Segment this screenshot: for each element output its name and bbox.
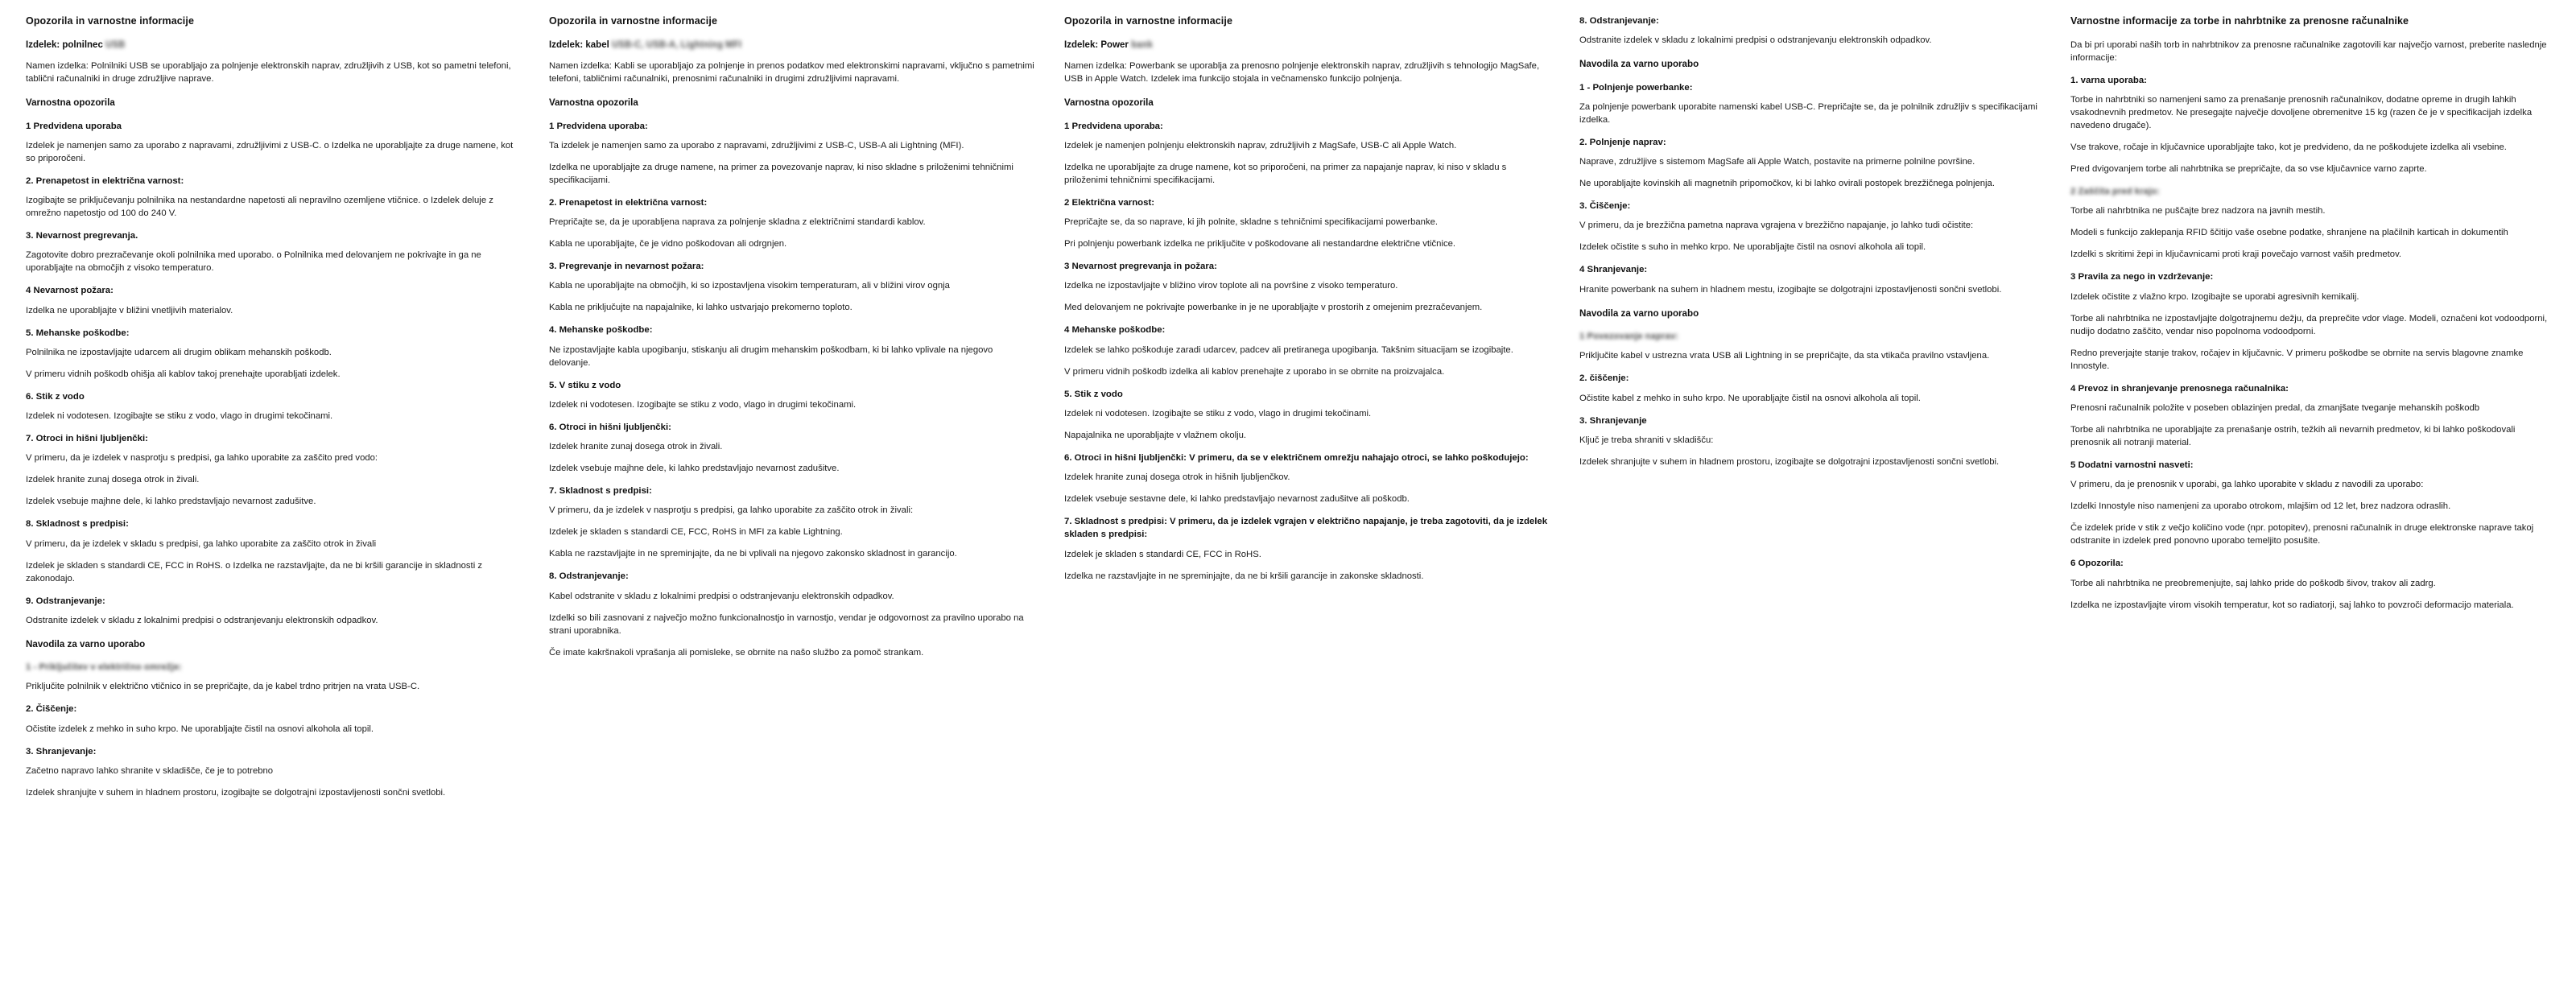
section-paragraph: Izdelka ne uporabljajte za druge namene, kot so priporočeni, na primer za napajanje naprav, ki niso v skladu s priloženimi tehničnimi specifikacijami. <box>1064 162 1507 185</box>
section-paragraph: Očistite izdelek z mehko in suho krpo. Ne uporabljajte čistil na osnovi alkohola ali topil. <box>26 724 374 734</box>
product-lead <box>549 39 1035 52</box>
section-heading: 6. Otroci in hišni ljubljenčki: V primeru, da se v električnem omrežju nahajajo otroci, se lahko poškodujejo: <box>1064 452 1529 463</box>
section-heading: 9. Odstranjevanje: <box>26 596 105 606</box>
column-lightning-cable <box>535 14 1050 1006</box>
section-paragraph: V primeru, da je prenosnik v uporabi, ga lahko uporabite v skladu z navodili za uporabo: <box>2070 480 2424 490</box>
section-heading: 6 Opozorila: <box>2070 559 2124 569</box>
section-paragraph: Ključ je treba shraniti v skladišču: <box>1579 435 1714 445</box>
section-heading: 4. Mehanske poškodbe: <box>549 325 653 336</box>
section-paragraph: V primeru, da je izdelek v skladu s predpisi, ga lahko uporabite za zaščito otrok in živali <box>26 538 377 549</box>
section-paragraph: Pri polnjenju powerbank izdelka ne priključite v poškodovane ali nestandardne električne vtičnice. <box>1064 239 1456 249</box>
section-paragraph: Odstranite izdelek v skladu z lokalnimi predpisi o odstranjevanju elektronskih odpadkov. <box>1579 35 1932 46</box>
section-heading: 6. Otroci in hišni ljubljenčki: <box>549 422 671 432</box>
product-lead <box>1064 39 1550 52</box>
section-heading: 3 Nevarnost pregrevanja in požara: <box>1064 262 1217 272</box>
section-heading: 3 Pravila za nego in vzdrževanje: <box>2070 272 2214 282</box>
section-heading-redacted <box>26 661 520 674</box>
product-purpose: Namen izdelka: Powerbank se uporablja za prenosno polnjenje elektronskih naprav, združljivih s tehnologijo MagSafe, USB in Apple Watch. Izdelek ima funkcijo stojala in večnamensko funkcijo polnjenja. <box>1064 61 1540 85</box>
section-heading: Navodila za varno uporabo <box>1579 59 1699 70</box>
section-paragraph: Izdelki Innostyle niso namenjeni za uporabo otrokom, mlajšim od 12 let, brez nadzora odraslih. <box>2070 501 2451 512</box>
section-paragraph: Izdelek ni vodotesen. Izogibajte se stiku z vodo, vlago in drugimi tekočinami. <box>1064 408 1372 418</box>
section-heading: Varnostna opozorila <box>549 97 638 109</box>
column-laptop-bags <box>2056 14 2563 1006</box>
section-heading: 3. Pregrevanje in nevarnost požara: <box>549 262 704 272</box>
product-lead-prefix: Izdelek: polnilnec <box>26 39 103 50</box>
section-paragraph: Prepričajte se, da je uporabljena naprava za polnjenje skladna z električnimi standardi kablov. <box>549 217 926 228</box>
section-paragraph: Izdelek hranite zunaj dosega otrok in živali. <box>26 475 200 485</box>
section-paragraph: Ne izpostavljajte kabla upogibanju, stiskanju ali drugim mehanskim poškodbam, ki bi lahko vplivale na njegovo delovanje. <box>549 344 993 368</box>
section-heading-text: 2 Zaščita pred krajo: <box>2070 187 2160 197</box>
section-heading: 6. Stik z vodo <box>26 391 85 402</box>
section-heading: 7. Skladnost s predpisi: <box>549 486 652 497</box>
section-heading: 1 Predvidena uporaba: <box>1064 121 1163 131</box>
section-heading: 5. Stik z vodo <box>1064 389 1123 399</box>
section-heading: 5. Mehanske poškodbe: <box>26 328 130 338</box>
section-paragraph: Če izdelek pride v stik z večjo količino vode (npr. potopitev), prenosni računalnik in druge elektronske naprave takoj odstranite in izdelek pred ponovno uporabo temeljito posušite. <box>2070 523 2534 546</box>
section-paragraph: Očistite kabel z mehko in suho krpo. Ne uporabljajte čistil na osnovi alkohola ali topil. <box>1579 393 1921 403</box>
product-lead-redacted: USB-C, USB-A, Lightning MFI <box>612 39 741 50</box>
section-paragraph: Izdelek se lahko poškoduje zaradi udarcev, padcev ali pretiranega upogibanja. Takšnim situacijam se izogibajte. <box>1064 344 1513 355</box>
section-paragraph: Izdelek vsebuje majhne dele, ki lahko predstavljajo nevarnost zadušitve. <box>549 464 840 474</box>
section-heading: 3. Čiščenje: <box>1579 201 1631 212</box>
product-purpose: Namen izdelka: Polnilniki USB se uporabljajo za polnjenje elektronskih naprav, združljivih z USB, kot so pametni telefoni, tablični računalniki in druge združljive naprave. <box>26 61 511 85</box>
section-paragraph: Napajalnika ne uporabljajte v vlažnem okolju. <box>1064 430 1247 440</box>
section-paragraph: Vse trakove, ročaje in ključavnice uporabljajte tako, kot je predvideno, da ne poškodujete izdelka ali vsebine. <box>2070 142 2507 153</box>
column-powerbank-care <box>1565 14 2056 1006</box>
section-heading: 3. Shranjevanje <box>1579 415 1647 426</box>
section-heading: 2 Električna varnost: <box>1064 197 1155 208</box>
section-paragraph: Kabla ne uporabljajte na območjih, ki so izpostavljena visokim temperaturam, ali v bližini virov ognja <box>549 281 950 291</box>
section-paragraph: Izdelek je skladen s standardi CE, FCC, RoHS in MFI za kable Lightning. <box>549 527 843 538</box>
section-heading: 7. Skladnost s predpisi: V primeru, da je izdelek vgrajen v električno napajanje, je treba zagotoviti, da je izdelek skladen s predpisi: <box>1064 517 1548 540</box>
section-paragraph: Izdelka ne uporabljajte v bližini vnetljivih materialov. <box>26 305 233 315</box>
section-paragraph: Izdelek vsebuje sestavne dele, ki lahko predstavljajo nevarnost zadušitve ali poškodb. <box>1064 494 1410 505</box>
section-paragraph: Ne uporabljajte kovinskih ali magnetnih pripomočkov, ki bi lahko ovirali postopek brezžičnega polnjenja. <box>1579 179 1995 189</box>
section-paragraph: Izdelki s skritimi žepi in ključavnicami proti kraji povečajo varnost vaših predmetov. <box>2070 249 2402 260</box>
section-heading: 1. varna uporaba: <box>2070 75 2147 85</box>
section-paragraph: Torbe ali nahrbtnika ne puščajte brez nadzora na javnih mestih. <box>2070 206 2326 216</box>
section-heading: Navodila za varno uporabo <box>26 638 146 649</box>
product-lead-redacted: USB <box>105 39 126 50</box>
section-paragraph: Izdelek očistite z vlažno krpo. Izogibajte se uporabi agresivnih kemikalij. <box>2070 291 2359 302</box>
section-paragraph: V primeru, da je brezžična pametna naprava vgrajena v brezžično napajanje, jo lahko tudi očistite: <box>1579 221 1974 231</box>
section-paragraph: Polnilnika ne izpostavljajte udarcem ali drugim oblikam mehanskih poškodb. <box>26 347 332 357</box>
product-purpose: Da bi pri uporabi naših torb in nahrbtnikov za prenosne računalnike zagotovili kar največjo varnost, preberite naslednje informacije: <box>2070 39 2547 63</box>
support-note: Če imate kakršnakoli vprašanja ali pomisleke, se obrnite na našo službo za pomoč strankam. <box>549 647 924 658</box>
section-paragraph: Kabla ne priključujte na napajalnike, ki lahko ustvarjajo prekomerno toploto. <box>549 303 852 313</box>
section-paragraph: V primeru, da je izdelek v nasprotju s predpisi, ga lahko uporabite za zaščito otrok in živali: <box>549 505 914 516</box>
section-paragraph: Izogibajte se priključevanju polnilnika na nestandardne napetosti ali nepravilno ozemljene vtičnice. o Izdelek deluje z omrežno napetostjo od 100 do 240 V. <box>26 196 493 219</box>
section-heading: 1 - Polnjenje powerbanke: <box>1579 82 1693 93</box>
page-title: Varnostne informacije za torbe in nahrbtnike za prenosne računalnike <box>2070 15 2409 27</box>
section-paragraph: Izdelek očistite s suho in mehko krpo. Ne uporabljajte čistil na osnovi alkohola ali topil. <box>1579 242 1926 253</box>
section-paragraph: Izdelek je namenjen polnjenju elektronskih naprav, združljivih z MagSafe, USB-C ali Apple Watch. <box>1064 140 1457 150</box>
section-heading: 2. Prenapetost in električna varnost: <box>26 175 184 186</box>
section-heading-redacted <box>1579 330 2041 343</box>
section-paragraph: Med delovanjem ne pokrivajte powerbanke in je ne uporabljajte v prostorih z omejenim prezračevanjem. <box>1064 303 1483 313</box>
section-paragraph: Torbe ali nahrbtnika ne preobremenjujte, saj lahko pride do poškodb šivov, trakov ali zadrg. <box>2070 578 2436 588</box>
section-heading: 2. čiščenje: <box>1579 373 1629 384</box>
section-paragraph: Naprave, združljive s sistemom MagSafe ali Apple Watch, postavite na primerne polnilne površine. <box>1579 157 1975 167</box>
section-paragraph: V primeru vidnih poškodb ohišja ali kablov takoj prenehajte uporabljati izdelek. <box>26 369 341 379</box>
section-heading: 2. Čiščenje: <box>26 704 77 715</box>
section-heading: 4 Prevoz in shranjevanje prenosnega računalnika: <box>2070 383 2289 394</box>
section-paragraph: Izdelka ne izpostavljajte virom visokih temperatur, kot so radiatorji, saj lahko to povzroči deformacijo materiala. <box>2070 600 2514 610</box>
section-paragraph: Pred dvigovanjem torbe ali nahrbtnika se prepričajte, da so vse ključavnice varno zaprte. <box>2070 164 2427 175</box>
product-lead-redacted: bank <box>1131 39 1153 50</box>
section-paragraph: Kabla ne razstavljajte in ne spreminjajte, da ne bi vplivali na njegovo zakonsko skladnost in garancijo. <box>549 549 957 559</box>
section-paragraph: Torbe in nahrbtniki so namenjeni samo za prenašanje prenosnih računalnikov, dodatne opreme in drugih lahkih vsakodnevnih predmetov. Ne presegajte največje dovoljene obremenitve 15 kg (razen če je v specifikacijah izdelka navedeno drugače). <box>2070 95 2533 131</box>
section-paragraph: Izdelka ne uporabljajte za druge namene, na primer za povezovanje naprav, ki niso skladne s priloženimi tehničnimi specifikacijami. <box>549 162 1013 185</box>
section-paragraph: Odstranite izdelek v skladu z lokalnimi predpisi o odstranjevanju elektronskih odpadkov. <box>26 615 378 625</box>
section-paragraph: Začetno napravo lahko shranite v skladišče, če je to potrebno <box>26 765 274 776</box>
section-paragraph: Izdelek vsebuje majhne dele, ki lahko predstavljajo nevarnost zadušitve. <box>26 497 316 507</box>
product-purpose: Namen izdelka: Kabli se uporabljajo za polnjenje in prenos podatkov med elektronskimi napravami, vključno s pametnimi telefoni, tabličnimi računalniki, prenosnimi računalniki in drugimi združljivimi napravami. <box>549 61 1034 85</box>
section-paragraph: V primeru, da je izdelek v nasprotju s predpisi, ga lahko uporabite za zaščito pred vodo: <box>26 453 378 464</box>
section-paragraph: Izdelka ne razstavljajte in ne spreminjajte, da ne bi kršili garancije in zakonske skladnosti. <box>1064 571 1424 581</box>
section-heading: 5. V stiku z vodo <box>549 380 621 390</box>
section-paragraph: Izdelek ni vodotesen. Izogibajte se stiku z vodo, vlago in drugimi tekočinami. <box>26 411 333 421</box>
product-lead-prefix: Izdelek: Power <box>1064 39 1129 50</box>
section-heading: 2. Polnjenje naprav: <box>1579 137 1666 147</box>
section-paragraph: Kabla ne uporabljajte, če je vidno poškodovan ali odrgnjen. <box>549 239 787 249</box>
section-paragraph: Torbe ali nahrbtnika ne uporabljajte za prenašanje ostrih, težkih ali nevarnih predmetov, ki bi lahko poškodovali prenosnik ali notranji material. <box>2070 425 2516 448</box>
section-heading-text: 1 Povezovanje naprav: <box>1579 332 1678 342</box>
section-paragraph: Za polnjenje powerbank uporabite namenski kabel USB-C. Prepričajte se, da je polnilnik združljiv s specifikacijami izdelka. <box>1579 101 2037 125</box>
section-paragraph: Izdelek hranite zunaj dosega otrok in hišnih ljubljenčkov. <box>1064 472 1290 483</box>
section-paragraph: Modeli s funkcijo zaklepanja RFID ščitijo vaše osebne podatke, shranjene na plačilnih karticah in dokumentih <box>2070 228 2508 238</box>
section-heading: 1 Predvidena uporaba <box>26 121 122 131</box>
product-lead-prefix: Izdelek: kabel <box>549 39 609 50</box>
page-title: Opozorila in varnostne informacije <box>26 15 194 27</box>
section-heading: 1 Predvidena uporaba: <box>549 121 648 131</box>
section-heading-redacted <box>2070 185 2549 198</box>
section-paragraph: Priključite polnilnik v električno vtičnico in se prepričajte, da je kabel trdno pritrjen na vrata USB-C. <box>26 682 420 692</box>
section-heading: 2. Prenapetost in električna varnost: <box>549 197 708 208</box>
section-paragraph: Izdelek shranjujte v suhem in hladnem prostoru, izogibajte se dolgotrajni izpostavljenosti sončni svetlobi. <box>26 787 446 798</box>
section-heading: 4 Shranjevanje: <box>1579 265 1648 275</box>
section-paragraph: Prenosni računalnik položite v poseben oblazinjen predal, da zmanjšate tveganje mehanskih poškodb <box>2070 402 2480 413</box>
section-heading: 5 Dodatni varnostni nasveti: <box>2070 460 2194 471</box>
section-heading: 7. Otroci in hišni ljubljenčki: <box>26 434 148 444</box>
section-heading: Varnostna opozorila <box>1064 97 1154 109</box>
section-paragraph: Izdelka ne izpostavljajte v bližino virov toplote ali na površine z visoko temperaturo. <box>1064 281 1398 291</box>
section-paragraph: Izdelek ni vodotesen. Izogibajte se stiku z vodo, vlago in drugimi tekočinami. <box>549 399 857 410</box>
section-heading: 3. Shranjevanje: <box>26 746 97 757</box>
section-paragraph: Kabel odstranite v skladu z lokalnimi predpisi o odstranjevanju elektronskih odpadkov. <box>549 591 894 601</box>
section-heading: 4 Mehanske poškodbe: <box>1064 325 1166 336</box>
page-title: Opozorila in varnostne informacije <box>1064 15 1232 27</box>
section-paragraph: Redno preverjajte stanje trakov, ročajev in ključavnic. V primeru poškodbe se obrnite na servis blagovne znamke Innostyle. <box>2070 348 2524 371</box>
column-powerbank <box>1050 14 1565 1006</box>
section-paragraph: Izdelek je namenjen samo za uporabo z napravami, združljivimi z USB-C. o Izdelka ne uporabljajte za druge namene, kot so priporočeni. <box>26 140 514 163</box>
section-heading: 8. Odstranjevanje: <box>549 571 629 582</box>
section-heading: 8. Skladnost s predpisi: <box>26 519 129 530</box>
section-paragraph: Torbe ali nahrbtnika ne izpostavljajte dolgotrajnemu dežju, da preprečite vdor vlage. Modeli, označeni kot vodoodporni, nudijo dodatno zaščito, vendar niso popolnoma vodoodporni. <box>2070 313 2548 336</box>
section-heading: 4 Nevarnost požara: <box>26 286 114 296</box>
section-paragraph: Priključite kabel v ustrezna vrata USB ali Lightning in se prepričajte, da sta vtikača pravilno vstavljena. <box>1579 351 1990 361</box>
section-paragraph: Prepričajte se, da so naprave, ki jih polnite, skladne s tehničnimi specifikacijami powerbanke. <box>1064 217 1439 228</box>
section-paragraph: V primeru vidnih poškodb izdelka ali kablov prenehajte z uporabo in se obrnite na proizvajalca. <box>1064 366 1445 377</box>
column-usb-cable <box>11 14 535 1006</box>
section-heading: Varnostna opozorila <box>26 97 115 109</box>
section-paragraph: Ta izdelek je namenjen samo za uporabo z napravami, združljivimi z USB-C, USB-A ali Lightning (MFI). <box>549 140 964 150</box>
section-heading: 8. Odstranjevanje: <box>1579 16 1659 26</box>
section-heading: 3. Nevarnost pregrevanja. <box>26 231 138 241</box>
section-paragraph: Izdelek hranite zunaj dosega otrok in živali. <box>549 442 723 452</box>
section-paragraph: Izdelek shranjujte v suhem in hladnem prostoru, izogibajte se dolgotrajni izpostavljenosti sončni svetlobi. <box>1579 456 2000 467</box>
section-heading: Navodila za varno uporabo <box>1579 307 1699 319</box>
closing-note: Izdelki so bili zasnovani z največjo možno funkcionalnostjo in varnostjo, vendar je odgovornost za pravilno uporabo na strani uporabnika. <box>549 612 1024 636</box>
section-heading-text: 1 - Priključitev v električno omrežje: <box>26 662 182 673</box>
section-paragraph: Izdelek je skladen s standardi CE, FCC in RoHS. <box>1064 549 1261 559</box>
section-paragraph: Izdelek je skladen s standardi CE, FCC in RoHS. o Izdelka ne razstavljajte, da ne bi kršili garancije in skladnosti z zakonodajo. <box>26 560 482 583</box>
page-title: Opozorila in varnostne informacije <box>549 15 717 27</box>
section-paragraph: Hranite powerbank na suhem in hladnem mestu, izogibajte se dolgotrajni izpostavljenosti sončni svetlobi. <box>1579 284 2002 295</box>
section-paragraph: Zagotovite dobro prezračevanje okoli polnilnika med uporabo. o Polnilnika med delovanjem ne pokrivajte in ga ne uporabljajte na območjih z visoko temperaturo. <box>26 250 481 274</box>
product-lead <box>26 39 520 52</box>
